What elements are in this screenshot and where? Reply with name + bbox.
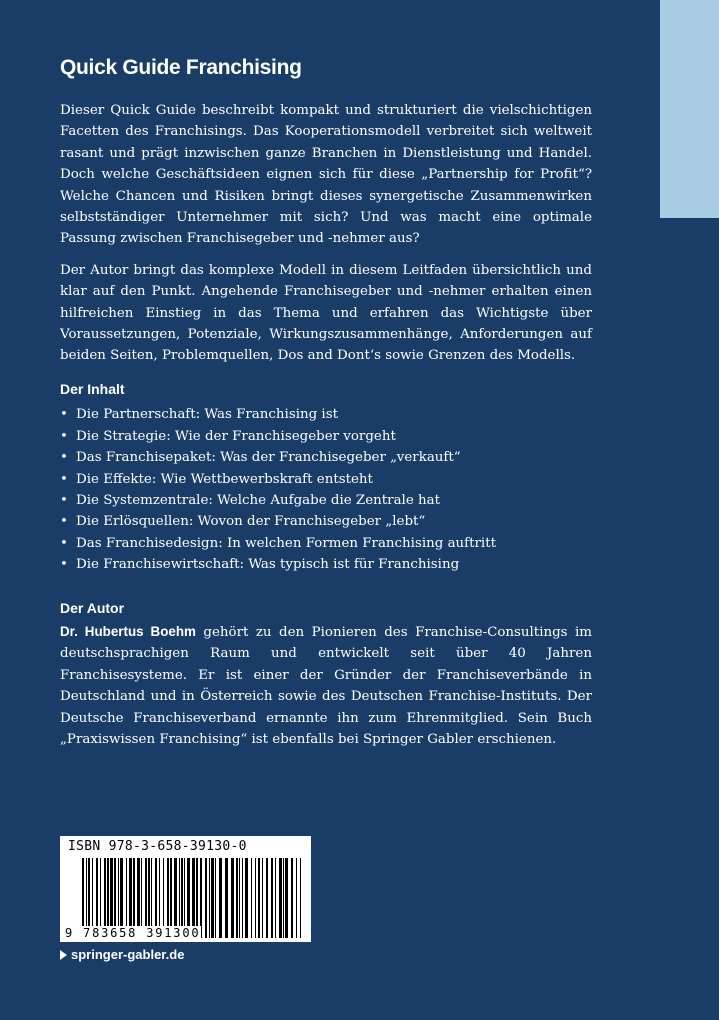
accent-bar: [660, 0, 719, 218]
bullet-icon: •: [60, 557, 68, 573]
list-item: • Die Franchisewirtschaft: Was typisch ist für Franchising: [60, 554, 592, 575]
barcode-digits: 9 783658 391300: [65, 926, 201, 940]
bullet-icon: •: [60, 450, 68, 466]
author-bio-text: gehört zu den Pionieren des Franchise-Consultings im deutschsprachigen Raum und entwickelt seit über 40 Jahren Franchisesysteme. Er ist einer der Gründer der Franchiseverbände in Deutschland und in Österreich sowie des Deutschen Franchise-Instituts. Der Deutsche Franchiseverband ernannte ihn zum Ehrenmitglied. Sein Buch „Praxiswissen Franchising“ ist ebenfalls bei Springer Gabler erschienen.: [60, 624, 593, 747]
intro-paragraph-1: Dieser Quick Guide beschreibt kompakt und strukturiert die vielschichtigen Facetten des Franchisings. Das Kooperationsmodell verbreitet sich weltweit rasant und prägt inzwischen ganze Branchen in Dienstleistung und Handel. Doch welche Geschäftsideen eignen sich für diese „Partnership for Profit“? Welche Chancen und Risiken bringt dieses synergetische Zusammenwirken selbstständiger Unternehmer mit sich? Und was macht eine optimale Passung zwischen Franchisegeber und -nehmer aus?: [60, 103, 592, 247]
website-url: springer-gabler.de: [71, 947, 185, 962]
list-item: • Die Systemzentrale: Welche Aufgabe die Zentrale hat: [60, 490, 592, 511]
bullet-icon: •: [60, 471, 68, 487]
isbn-barcode: [60, 836, 311, 942]
bullet-icon: •: [60, 407, 68, 423]
bullet-icon: •: [60, 535, 68, 551]
list-item: • Die Partnerschaft: Was Franchising ist: [60, 404, 592, 425]
author-name: Dr. Hubertus Boehm: [60, 623, 196, 639]
contents-heading: Der Inhalt: [60, 380, 125, 397]
list-item: • Die Erlösquellen: Wovon der Franchisegeber „lebt“: [60, 511, 592, 532]
isbn-number: ISBN 978-3-658-39130-0: [68, 839, 247, 854]
contents-list: [60, 404, 592, 575]
list-item: • Die Strategie: Wie der Franchisegeber vorgeht: [60, 426, 592, 447]
bullet-icon: •: [60, 428, 68, 444]
back-cover-text: [60, 100, 592, 750]
list-item: • Die Effekte: Wie Wettbewerbskraft entsteht: [60, 469, 592, 490]
author-bio: [60, 621, 592, 750]
author-heading: Der Autor: [60, 599, 125, 616]
bullet-icon: •: [60, 492, 68, 508]
website-link[interactable]: [60, 947, 184, 962]
arrow-right-icon: [60, 950, 67, 960]
book-title: Quick Guide Franchising: [60, 56, 302, 79]
intro-paragraph-2: Der Autor bringt das komplexe Modell in diesem Leitfaden übersichtlich und klar auf den Punkt. Angehende Franchisegeber und -nehmer erhalten einen hilfreichen Einstieg in das Thema und erfahren das Wichtigste über Voraussetzungen, Potenziale, Wirkungszusammenhänge, Anforderungen auf beiden Seiten, Problemquellen, Dos and Dont‘s sowie Grenzen des Modells.: [60, 262, 592, 364]
bullet-icon: •: [60, 514, 68, 530]
list-item: • Das Franchisepaket: Was der Franchisegeber „verkauft“: [60, 447, 592, 468]
list-item: • Das Franchisedesign: In welchen Formen Franchising auftritt: [60, 533, 592, 554]
